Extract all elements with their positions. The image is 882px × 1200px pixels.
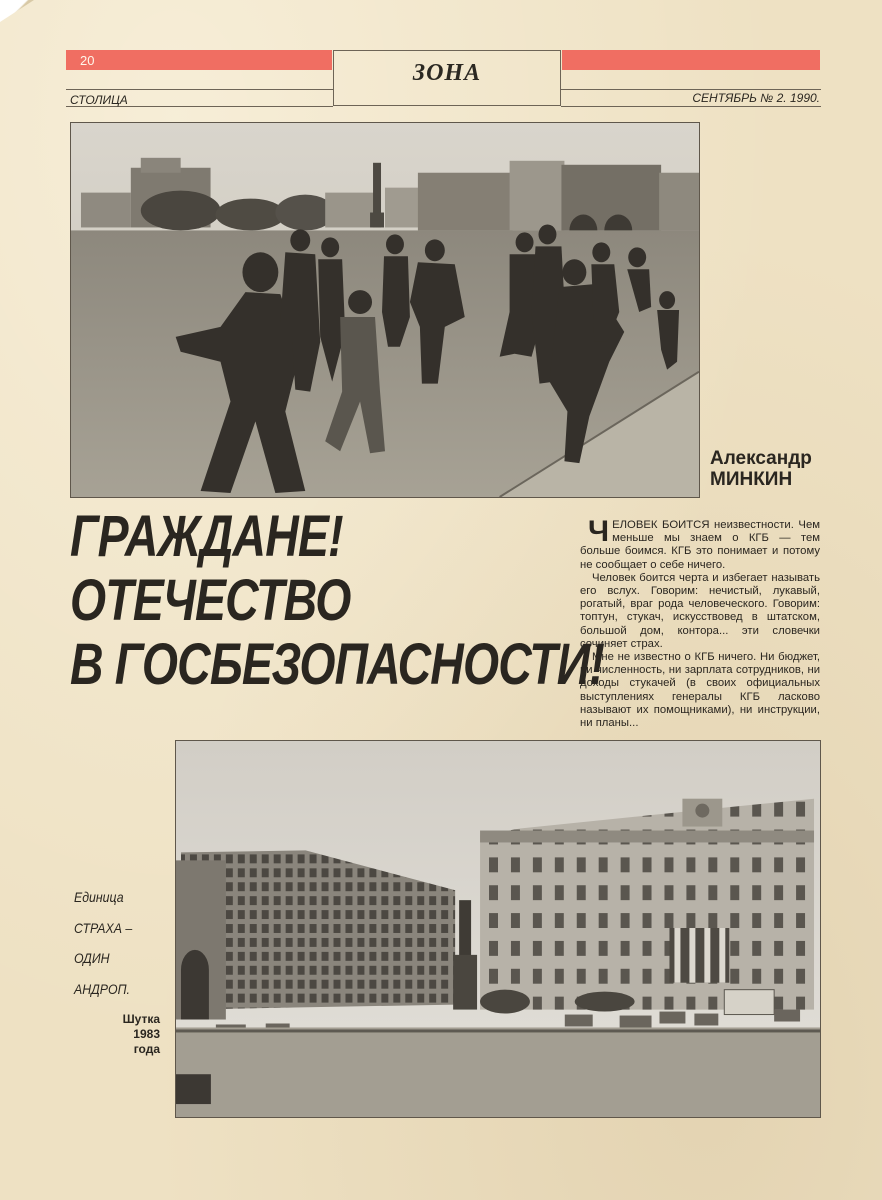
article-paragraph-1-text: ЕЛОВЕК БОИТСЯ неизвестности. Чем меньше мы знаем о КГБ — тем больше боимся. КГБ это понимает и потому не сообщает о себе ничего. <box>580 519 820 571</box>
joke-caption-line-2: 1983 <box>133 1027 160 1041</box>
joke-caption-line-1: Шутка <box>122 1012 160 1026</box>
section-title: ЗОНА <box>412 60 482 86</box>
issue-date: СЕНТЯБРЬ № 2. 1990. <box>692 91 820 105</box>
article-paragraph-1 <box>580 515 820 572</box>
headline-line-2: ОТЕЧЕСТВО <box>70 568 351 633</box>
crowd-photo <box>70 122 700 498</box>
side-quote-line-1: Единица <box>74 889 124 905</box>
header-rule-right-bottom <box>561 106 821 107</box>
side-quote <box>74 882 132 1004</box>
headline <box>70 504 604 697</box>
author-name <box>710 448 812 490</box>
article-paragraph-2: Человек боится черта и избегает называть его вслух. Говорим: нечистый, лукавый, рогатый, враг рода человеческого. Говорим: топтун, стукач, искусствовед в штатском, большой дом, контора... эти словечки сочиняет страх. <box>580 571 820 650</box>
headline-line-3: В ГОСБЕЗОПАСНОСТИ! <box>70 632 604 697</box>
side-quote-line-3: ОДИН <box>74 950 110 966</box>
article-paragraph-3: Мне не известно о КГБ ничего. Ни бюджет, ни численность, ни зарплата сотрудников, ни доходы стукачей (в своих официальных выступлениях генералы КГБ ласково называют их помощниками), ни инструкции, ни планы... <box>580 651 820 730</box>
side-quote-line-4: АНДРОП. <box>74 980 130 997</box>
author-first-name: Александр <box>710 448 812 469</box>
header-rule-left-top <box>66 89 333 90</box>
header-red-bar-right <box>562 50 820 70</box>
drop-cap: Ч <box>588 515 610 548</box>
author-last-name: МИНКИН <box>710 469 793 490</box>
header-red-bar-left <box>66 50 332 70</box>
side-quote-line-2: СТРАХА – <box>74 919 133 936</box>
lubyanka-photo <box>175 740 821 1118</box>
joke-caption-line-3: года <box>133 1042 160 1056</box>
header-rule-right-top <box>561 89 821 90</box>
publication-name: СТОЛИЦА <box>70 93 128 107</box>
article-body <box>580 515 820 730</box>
joke-caption <box>90 1012 160 1057</box>
crowd-photo-image <box>71 123 699 497</box>
headline-line-1: ГРАЖДАНЕ! <box>70 504 343 569</box>
page-number: 20 <box>80 53 95 68</box>
lubyanka-photo-image <box>176 741 820 1117</box>
